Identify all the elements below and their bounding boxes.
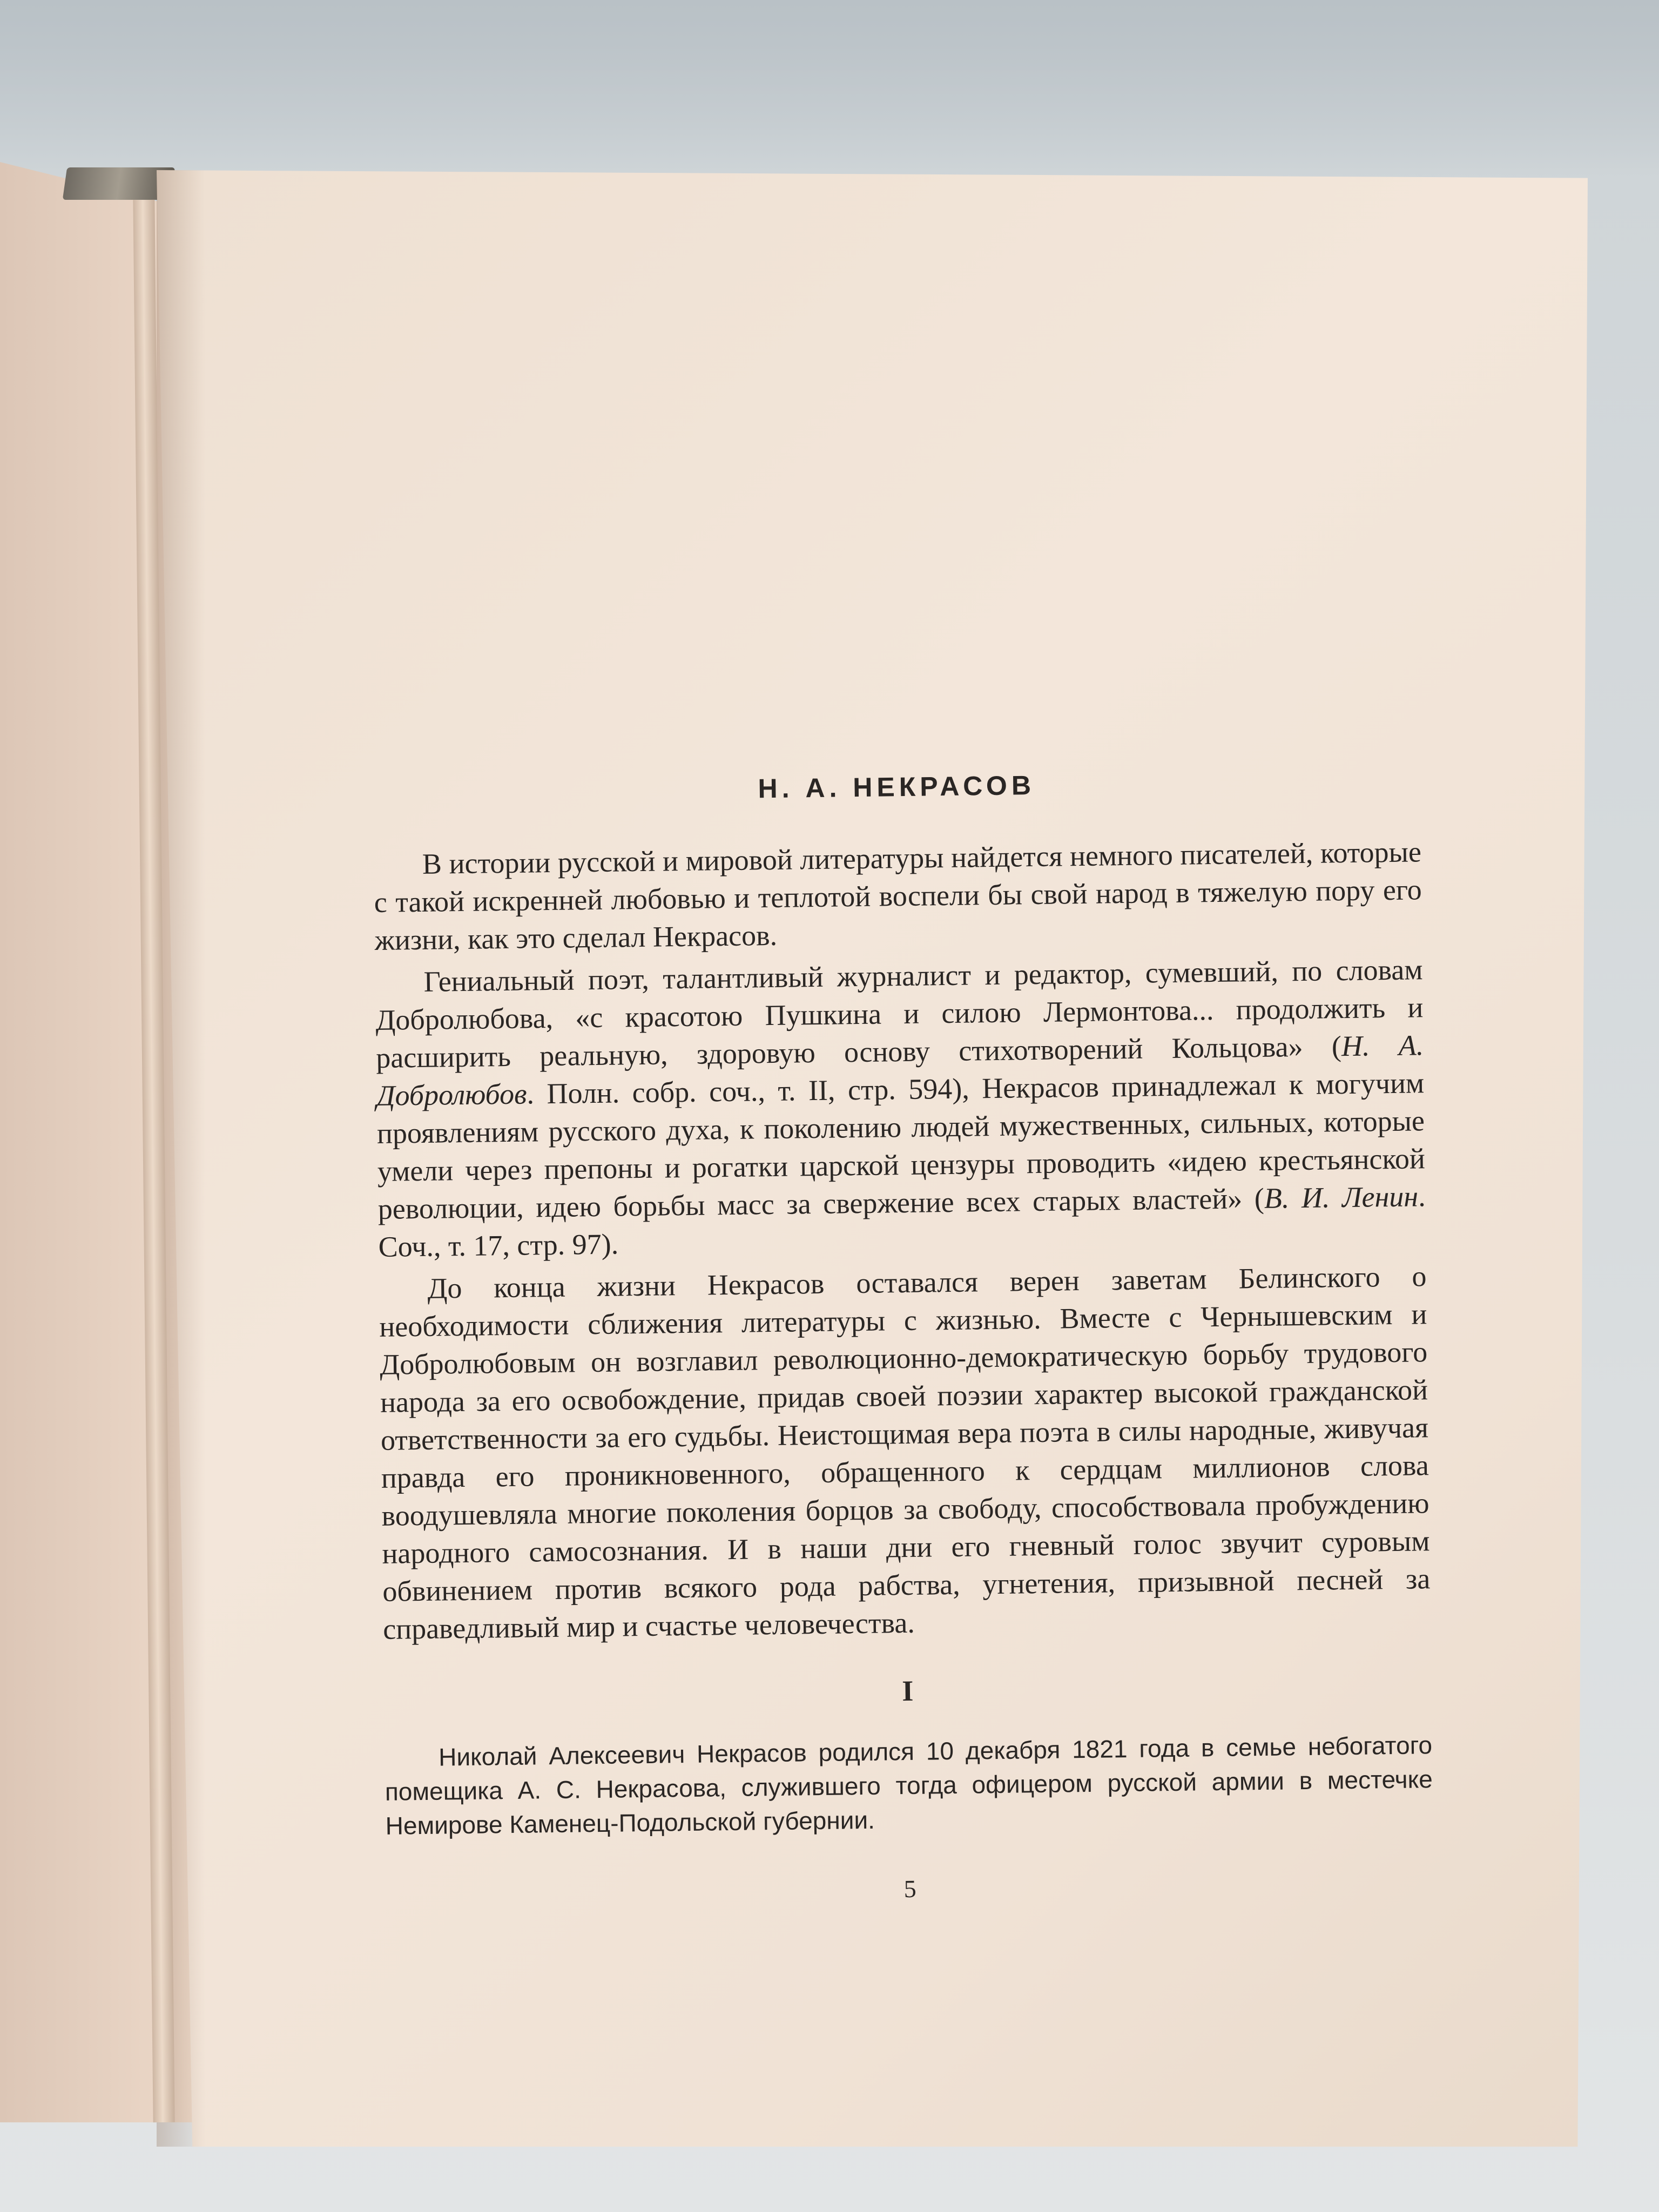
paragraph-poet-text-3: . Соч., т. 17, стр. 97). <box>378 1180 1426 1263</box>
paragraph-poet <box>375 950 1426 1266</box>
paragraph-biography: Николай Алексеевич Некрасов родился 10 декабря 1821 года в семье небогатого помещика А. С. Некрасова, служившего тогда офицером русской армии в местечке Немирове Каменец-Подольской губернии. <box>385 1731 1433 1840</box>
chapter-title: Н. А. НЕКРАСОВ <box>758 770 1036 804</box>
background-shelf <box>0 0 1659 178</box>
page-text-block <box>373 765 1434 1910</box>
section-number: I <box>901 1674 914 1708</box>
paragraph-intro: В истории русской и мировой литературы найдется немного писателей, которые с такой искренней любовью и теплотой воспели бы свой народ в тяжелую пору его жизни, как это сделал Некрасов. <box>374 835 1422 956</box>
paragraph-poet-text-1: Гениальный поэт, талантливый журналист и редактор, сумевший, по словам Добролюбова, «с красотою Пушкина и силою Лермонтова... продолжить и расширить реальную, здоровую основу стихотворений Кольцова» ( <box>375 953 1424 1074</box>
citation-author-lenin: В. И. Ленин <box>1264 1180 1419 1215</box>
citation-author-dobrolyubov: Н. А. Добролюбов <box>376 1029 1424 1112</box>
page-number: 5 <box>903 1874 917 1903</box>
paragraph-legacy: До конца жизни Некрасов оставался верен заветам Белинского о необходимости сближения литературы с жизнью. Вместе с Чернышевским и Добролюбовым он возглавил революционно-демократическую борьбу трудового народа за его освобождение, придав своей поэзии характер высокой гражданской ответственности за его судьбы. Неистощимая вера поэта в силы народные, живучая правда его проникновенного, обращенного к сердцам миллионов слова воодушевляла многие поколения борцов за свободу, способствовала пробуждению народного самосознания. И в наши дни его гневный голос звучит суровым обвинением против всякого рода рабства, угнетения, призывной песней за справедливый мир и счастье человечества. <box>379 1260 1431 1645</box>
paragraph-poet-text-2: . Полн. собр. соч., т. II, стр. 594), Некрасов принадлежал к могучим проявлениям русского духа, к поколению людей мужественных, сильных, которые умели через препоны и рогатки царской цензуры проводить «идею крестьянской революции, идею борьбы масс за свержение всех старых властей» ( <box>376 1067 1426 1225</box>
